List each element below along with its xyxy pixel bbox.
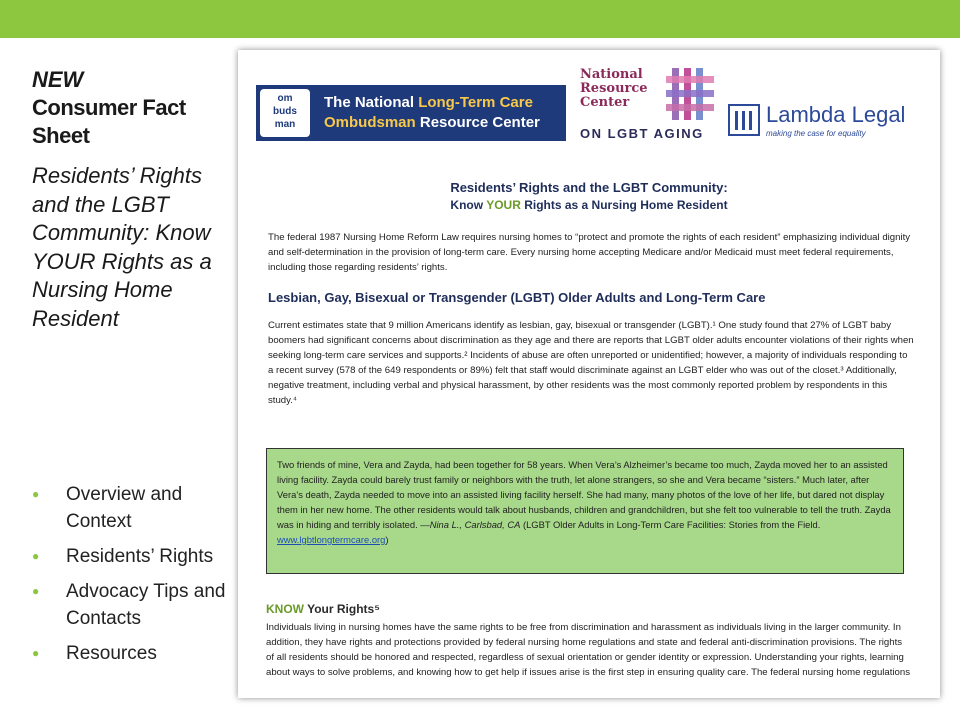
fact-sheet-document (238, 50, 940, 698)
bullet-item: ● Residents’ Rights (32, 543, 232, 570)
top-accent-bar (0, 0, 960, 38)
lambda-name: Lambda Legal (766, 102, 906, 127)
document-title: Residents’ Rights and the LGBT Community: (450, 180, 728, 195)
know-rights-heading: KNOW Your Rights⁵ (266, 602, 380, 616)
lambda-tagline: making the case for equality (766, 129, 866, 138)
ombudsman-logo (256, 85, 566, 141)
bullet-dot-icon: ● (32, 549, 40, 563)
source-link[interactable]: www.lgbtlongtermcare.org (277, 534, 386, 545)
ombudsman-name: The National Long-Term Care Ombudsman Resource Center (324, 94, 540, 131)
woven-grid-icon (666, 68, 714, 120)
bullet-list (32, 481, 232, 675)
bullet-item: ● Advocacy Tips and Contacts (32, 578, 232, 632)
lambda-columns-icon (728, 104, 760, 136)
slide-heading (32, 66, 232, 333)
bullet-dot-icon: ● (32, 487, 40, 501)
nrc-lgbt-aging-logo (580, 68, 720, 144)
bullet-dot-icon: ● (32, 646, 40, 660)
section-heading: Lesbian, Gay, Bisexual or Transgender (LGBT) Older Adults and Long-Term Care (268, 290, 766, 305)
new-label: NEW (32, 67, 84, 92)
intro-paragraph: The federal 1987 Nursing Home Reform Law requires nursing homes to “protect and promote the rights of each resident” emphasizing individual dignity and self-determination in the provision of long-term care. Every nursing home accepting Medicare and/or Medicaid must meet federal requirements, including those regarding residents’ rights. (268, 232, 911, 273)
lambda-legal-logo (728, 102, 918, 142)
know-rights-paragraph: Individuals living in nursing homes have the same rights to be free from discrimination and harassment as individuals living in the larger community. In addition, they have rights and protections provided by federal nursing home regulations and state and federal anti-discrimination provisions. The rights of all residents should be honored and respected, regardless of sexual orientation or gender identity or expression. Understanding your rights, learning about ways to solve problems, and knowing how to get help if issues arise is the first step in ensuring quality care. The federal nursing home regulations (266, 622, 911, 678)
bullet-item: ● Overview and Context (32, 481, 232, 535)
bullet-dot-icon: ● (32, 584, 40, 598)
nrc-subtitle: ON LGBT AGING (580, 126, 704, 141)
document-subtitle: Know YOUR Rights as a Nursing Home Resident (450, 198, 728, 212)
section-paragraph: Current estimates state that 9 million Americans identify as lesbian, gay, bisexual or transgender (LGBT).¹ One study found that 27% of LGBT baby boomers had significant concerns about discrimination as they age and there are reports that LGBT older adults encounter violations of their rights when seeking long-term care services and supports.² Incidents of abuse are often unreported or unidentified; however, a majority of individuals responding to a recent survey (578 of the 649 respondents or 89%) felt that staff would discriminate against an LGBT elder who was out of the closet.³ Additionally, negative treatment, including verbal and physical harassment, by other residents was the most commonly reported problem by respondents in this study.⁴ (268, 320, 914, 406)
slide-subtitle: Residents’ Rights and the LGBT Community: Know YOUR Rights as a Nursing Home Resident (32, 163, 212, 331)
ombudsman-badge: om buds man (260, 89, 310, 137)
fact-sheet-label: Consumer Fact Sheet (32, 95, 186, 148)
bullet-item: ● Resources (32, 640, 232, 667)
nrc-name: National Resource Center (580, 67, 648, 110)
quote-box: Two friends of mine, Vera and Zayda, had been together for 58 years. When Vera’s Alzheimer’s became too much, Zayda moved her to an assisted living facility. Zayda could barely trust family or neighbors with the truth, let alone strangers, so she and Vera became “sisters.” Much later, after Vera’s death, Zayda needed to move into an assisted living facility herself. She had many, many photos of the love of her life, but dared not display them in her new home. The other residents would talk about husbands, children and grandchildren, but she felt too vulnerable to tell the truth. Zayda was in hiding and terribly isolated. —Nina L., Carlsbad, CA (LGBT Older Adults in Long-Term Care Facilities: Stories from the Field. www.lgbtlongtermcare.org) (266, 448, 904, 574)
